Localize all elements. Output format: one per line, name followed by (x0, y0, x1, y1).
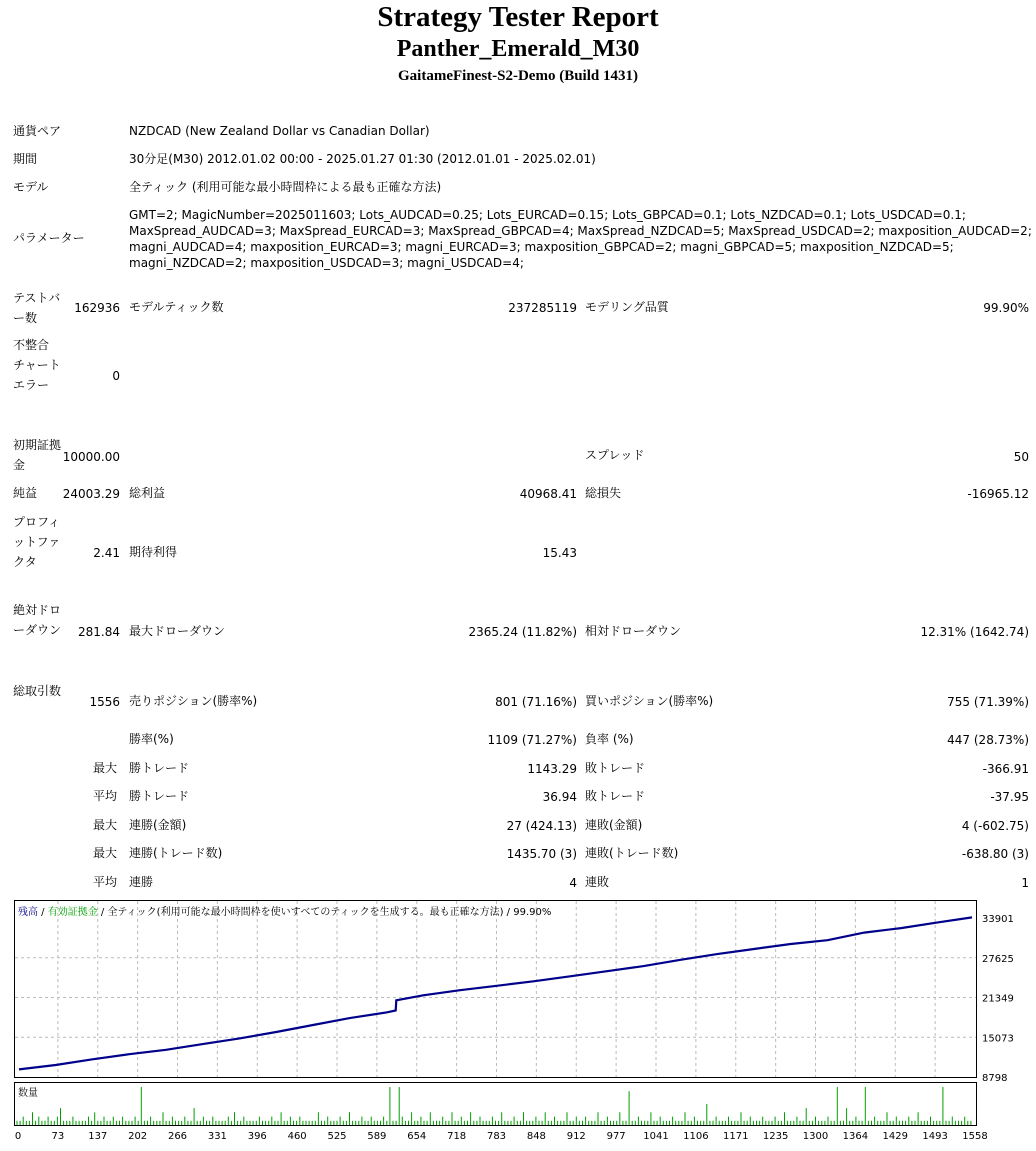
max-cons-profit-value: 1435.70 (3) (506, 847, 577, 861)
deposit-value: 10000.00 (62, 450, 120, 464)
balance-chart (14, 900, 1032, 1150)
loss-rate-label: 負率 (%) (585, 732, 634, 746)
spread-value: 50 (1013, 450, 1029, 464)
x-tick-label: 783 (486, 1131, 507, 1142)
abs-dd-value: 281.84 (78, 625, 120, 639)
legend-separator: / (97, 907, 108, 918)
gross-profit-value: 40968.41 (519, 487, 577, 501)
gross-loss-value: -16965.12 (967, 487, 1029, 501)
legend-separator: / (503, 907, 514, 918)
average-prefix: 平均 (93, 875, 118, 889)
max-cons-loss-value: -638.80 (3) (961, 847, 1029, 861)
params-line: magni_NZDCAD=2; maxposition_USDCAD=3; magni_USDCAD=4; (129, 256, 524, 270)
symbol-value: NZDCAD (New Zealand Dollar vs Canadian Dollar) (129, 124, 430, 138)
ticks-value: 237285119 (508, 301, 577, 315)
x-tick-label: 331 (207, 1131, 227, 1142)
params-line: MaxSpread_AUDCAD=3; MaxSpread_EURCAD=3; MaxSpread_GBPCAD=4; MaxSpread_NZDCAD=5; MaxSpread_USDCAD=2; maxposition_AUDCAD=2; (129, 224, 1032, 238)
report-title: Strategy Tester Report (377, 1, 659, 33)
legend-balance: 残高 (18, 907, 38, 918)
params-line: GMT=2; MagicNumber=2025011603; Lots_AUDCAD=0.25; Lots_EURCAD=0.15; Lots_GBPCAD=0.1; Lots_NZDCAD=0.1; Lots_USDCAD=0.1; (129, 208, 966, 222)
x-tick-label: 137 (88, 1131, 108, 1142)
bars-label: テストバー数 (13, 291, 61, 325)
gross-loss-label: 総損失 (585, 486, 622, 500)
x-tick-label: 1171 (723, 1131, 749, 1142)
pf-label: プロフィットファクタ (13, 515, 61, 569)
max-prefix: 最大 (93, 818, 118, 832)
mismatch-value: 0 (112, 369, 120, 383)
max-dd-label: 最大ドローダウン (129, 624, 226, 638)
avg-cons-wins-label: 連勝 (129, 875, 154, 889)
deposit-label: 初期証拠金 (13, 438, 62, 472)
largest-win-value: 1143.29 (527, 762, 577, 776)
max-cons-losses-value: 4 (-602.75) (961, 819, 1029, 833)
win-rate-value: 1109 (71.27%) (487, 733, 577, 747)
y-tick-label: 33901 (982, 914, 1014, 925)
y-tick-label: 27625 (982, 953, 1014, 965)
max-cons-wins-value: 27 (424.13) (506, 819, 577, 833)
largest-win-label: 勝トレード (129, 761, 190, 775)
rel-dd-label: 相対ドローダウン (585, 624, 682, 638)
y-axis-ticks (982, 914, 1014, 1084)
avg-win-label: 勝トレード (129, 789, 190, 803)
abs-dd-label: 絶対ドローダウン (13, 603, 62, 637)
model-label: モデル (13, 180, 49, 194)
x-tick-label: 718 (447, 1131, 467, 1142)
max-prefix: 最大 (93, 846, 118, 860)
avg-loss-value: -37.95 (990, 790, 1029, 804)
period-label: 期間 (13, 152, 38, 166)
trades-value: 1556 (89, 695, 120, 709)
x-tick-label: 1493 (922, 1131, 948, 1142)
trades-label: 総取引数 (13, 684, 62, 698)
spread-label: スプレッド (585, 448, 645, 462)
long-value: 755 (71.39%) (947, 695, 1029, 709)
long-label: 買いポジション(勝率%) (585, 694, 714, 708)
chart-legend (18, 905, 551, 918)
y-tick-label: 15073 (982, 1033, 1014, 1045)
x-tick-label: 460 (287, 1131, 307, 1142)
x-tick-label: 266 (167, 1131, 188, 1142)
x-tick-label: 912 (566, 1131, 586, 1142)
loss-rate-value: 447 (28.73%) (947, 733, 1029, 747)
x-tick-label: 73 (51, 1131, 65, 1142)
x-tick-label: 1106 (683, 1131, 709, 1142)
max-dd-value: 2365.24 (11.82%) (468, 625, 577, 639)
largest-loss-value: -366.91 (982, 762, 1029, 776)
volume-label: 数量 (18, 1088, 38, 1099)
x-axis-ticks (15, 1131, 988, 1142)
symbol-label: 通貨ペア (13, 124, 62, 138)
win-rate-label: 勝率(%) (129, 732, 174, 746)
avg-loss-label: 敗トレード (585, 789, 646, 803)
x-tick-label: 202 (128, 1131, 148, 1142)
max-cons-profit-label: 連勝(トレード数) (129, 846, 223, 860)
avg-win-value: 36.94 (542, 790, 577, 804)
expert-name: Panther_Emerald_M30 (396, 36, 640, 62)
x-tick-label: 848 (526, 1131, 546, 1142)
net-value: 24003.29 (62, 487, 120, 501)
net-label: 純益 (13, 486, 38, 500)
period-value: 30分足(M30) 2012.01.02 00:00 - 2025.01.27 01:30 (2012.01.01 - 2025.02.01) (129, 152, 596, 166)
avg-cons-losses-label: 連敗 (585, 875, 610, 889)
y-tick-label: 8798 (982, 1073, 1008, 1084)
max-cons-losses-label: 連敗(金額) (585, 818, 643, 832)
x-tick-label: 589 (367, 1131, 387, 1142)
y-tick-label: 21349 (982, 993, 1014, 1005)
max-cons-wins-label: 連勝(金額) (129, 818, 187, 832)
expected-value: 15.43 (542, 546, 577, 560)
short-value: 801 (71.16%) (495, 695, 577, 709)
x-tick-label: 1558 (962, 1131, 988, 1142)
rel-dd-value: 12.31% (1642.74) (920, 625, 1029, 639)
x-tick-label: 654 (407, 1131, 427, 1142)
x-tick-label: 1364 (842, 1131, 869, 1142)
server-build: GaitameFinest-S2-Demo (Build 1431) (398, 68, 638, 84)
mismatch-label: 不整合チャートエラー (13, 338, 61, 392)
params-label: パラメーター (13, 231, 85, 245)
x-tick-label: 1041 (643, 1131, 669, 1142)
params-line: magni_AUDCAD=4; maxposition_EURCAD=3; magni_EURCAD=3; maxposition_GBPCAD=2; magni_GBPCAD=5; maxposition_NZDCAD=5; (129, 240, 954, 254)
quality-value: 99.90% (983, 301, 1029, 315)
x-tick-label: 1300 (802, 1131, 829, 1142)
ticks-label: モデルティック数 (129, 300, 224, 314)
x-tick-label: 1429 (882, 1131, 908, 1142)
bars-value: 162936 (74, 301, 120, 315)
pf-value: 2.41 (93, 546, 120, 560)
x-tick-label: 0 (14, 1131, 22, 1142)
largest-loss-label: 敗トレード (585, 761, 646, 775)
x-tick-label: 977 (606, 1131, 626, 1142)
x-tick-label: 525 (327, 1131, 347, 1142)
avg-cons-wins-value: 4 (569, 876, 577, 890)
legend-separator: / (38, 907, 48, 918)
legend-equity: 有効証拠金 (47, 907, 98, 918)
short-label: 売りポジション(勝率%) (129, 694, 258, 708)
gross-profit-label: 総利益 (129, 486, 166, 500)
legend-model: 全ティック(利用可能な最小時間枠を使いすべてのティックを生成する。最も正確な方法) (107, 907, 504, 918)
x-tick-label: 1235 (762, 1131, 789, 1142)
avg-cons-losses-value: 1 (1021, 876, 1029, 890)
model-value: 全ティック (利用可能な最小時間枠による最も正確な方法) (129, 180, 442, 194)
max-cons-loss-label: 連敗(トレード数) (585, 846, 679, 860)
quality-label: モデリング品質 (585, 300, 669, 314)
average-prefix: 平均 (93, 789, 118, 803)
largest-prefix: 最大 (93, 761, 118, 775)
legend-quality: 99.90% (513, 907, 552, 918)
expected-label: 期待利得 (129, 545, 178, 559)
x-tick-label: 396 (247, 1131, 267, 1142)
volume-plot-frame (15, 1083, 977, 1126)
